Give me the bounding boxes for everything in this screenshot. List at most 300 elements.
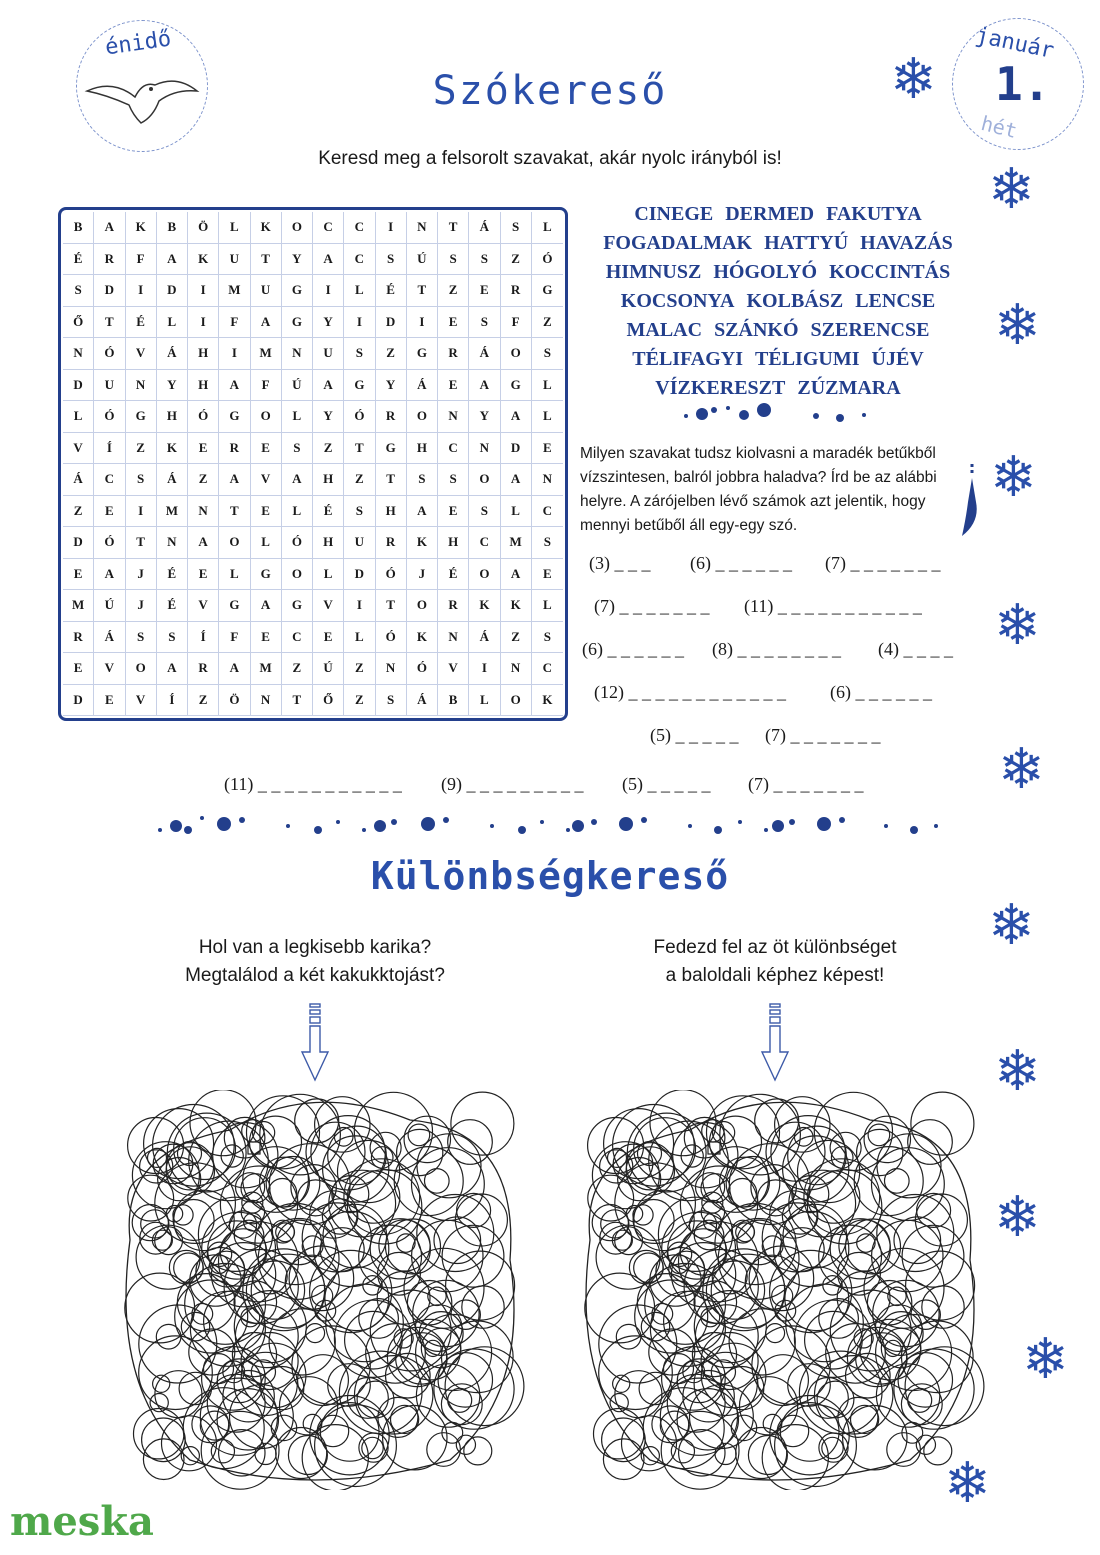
grid-cell[interactable]: Í [188, 622, 219, 654]
grid-cell[interactable]: Z [344, 685, 375, 717]
grid-cell[interactable]: V [63, 433, 94, 465]
grid-cell[interactable]: E [469, 275, 500, 307]
grid-cell[interactable]: R [376, 527, 407, 559]
grid-cell[interactable]: Z [188, 464, 219, 496]
grid-cell[interactable]: A [251, 307, 282, 339]
grid-cell[interactable]: K [251, 212, 282, 244]
grid-cell[interactable]: I [313, 275, 344, 307]
grid-cell[interactable]: N [501, 653, 532, 685]
grid-cell[interactable]: S [532, 622, 563, 654]
grid-cell[interactable]: L [344, 275, 375, 307]
grid-cell[interactable]: G [282, 590, 313, 622]
word-list-line [578, 258, 978, 287]
grid-cell[interactable]: L [313, 559, 344, 591]
blank-answer[interactable]: (8) _ _ _ _ _ _ _ _ [712, 639, 841, 659]
grid-cell[interactable]: L [219, 559, 250, 591]
grid-cell[interactable]: H [313, 464, 344, 496]
grid-cell[interactable]: E [251, 496, 282, 528]
grid-cell[interactable]: Z [313, 433, 344, 465]
grid-cell[interactable]: S [282, 433, 313, 465]
grid-cell[interactable]: Ó [532, 244, 563, 276]
grid-cell[interactable]: Á [94, 622, 125, 654]
grid-cell[interactable]: S [376, 244, 407, 276]
grid-cell[interactable]: A [219, 370, 250, 402]
grid-cell[interactable]: O [282, 212, 313, 244]
word-item: LENCSE [855, 290, 936, 312]
grid-cell[interactable]: Y [376, 370, 407, 402]
grid-cell[interactable]: Z [188, 685, 219, 717]
grid-cell[interactable]: I [126, 275, 157, 307]
grid-cell[interactable]: M [251, 653, 282, 685]
grid-cell[interactable]: Z [376, 338, 407, 370]
grid-cell[interactable]: A [501, 559, 532, 591]
grid-cell[interactable]: E [532, 559, 563, 591]
blank-answer[interactable]: (7) _ _ _ _ _ _ _ [748, 774, 864, 794]
circle-cluster-right[interactable] [570, 1090, 990, 1490]
grid-cell[interactable]: N [63, 338, 94, 370]
grid-cell[interactable]: G [376, 433, 407, 465]
grid-cell[interactable]: T [94, 307, 125, 339]
grid-cell[interactable]: N [282, 338, 313, 370]
grid-cell[interactable]: G [282, 275, 313, 307]
blank-answer[interactable]: (5) _ _ _ _ _ [650, 725, 739, 745]
grid-cell[interactable]: A [94, 212, 125, 244]
grid-cell[interactable]: Ú [313, 653, 344, 685]
grid-cell[interactable]: F [219, 307, 250, 339]
grid-cell[interactable]: N [157, 527, 188, 559]
grid-cell[interactable]: R [501, 275, 532, 307]
grid-cell[interactable]: I [188, 307, 219, 339]
word-item: KOLBÁSZ [746, 290, 844, 312]
grid-cell[interactable]: S [376, 685, 407, 717]
grid-cell[interactable]: I [407, 307, 438, 339]
grid-cell[interactable]: S [438, 244, 469, 276]
grid-cell[interactable]: T [344, 433, 375, 465]
grid-cell[interactable]: U [344, 527, 375, 559]
grid-cell[interactable]: Á [157, 338, 188, 370]
grid-cell[interactable]: H [376, 496, 407, 528]
grid-cell[interactable]: U [251, 275, 282, 307]
grid-cell[interactable]: A [94, 559, 125, 591]
grid-cell[interactable]: C [532, 653, 563, 685]
grid-cell[interactable]: A [282, 464, 313, 496]
circle-cluster-left[interactable] [110, 1090, 530, 1490]
grid-cell[interactable]: C [469, 527, 500, 559]
grid-cell[interactable]: I [219, 338, 250, 370]
cluster-circle [876, 1315, 952, 1391]
blank-answer[interactable]: (7) _ _ _ _ _ _ _ [765, 725, 881, 745]
grid-cell[interactable]: S [438, 464, 469, 496]
grid-cell[interactable]: U [94, 370, 125, 402]
grid-cell[interactable]: D [94, 275, 125, 307]
grid-cell[interactable]: K [188, 244, 219, 276]
grid-cell[interactable]: G [407, 338, 438, 370]
grid-cell[interactable]: C [438, 433, 469, 465]
grid-cell[interactable]: V [126, 338, 157, 370]
grid-cell[interactable]: É [376, 275, 407, 307]
cluster-circle [894, 1217, 941, 1264]
grid-cell[interactable]: I [344, 307, 375, 339]
grid-cell[interactable]: C [313, 212, 344, 244]
grid-cell[interactable]: É [63, 244, 94, 276]
grid-cell[interactable]: R [438, 338, 469, 370]
grid-cell[interactable]: S [532, 527, 563, 559]
cluster-circle [649, 1121, 729, 1201]
grid-cell[interactable]: Ó [344, 401, 375, 433]
grid-cell[interactable]: É [157, 559, 188, 591]
grid-cell[interactable]: Á [469, 622, 500, 654]
grid-cell[interactable]: O [407, 590, 438, 622]
word-list-line [578, 200, 978, 229]
down-arrow-icon [300, 1000, 330, 1084]
grid-cell[interactable]: E [438, 307, 469, 339]
grid-cell[interactable]: S [344, 338, 375, 370]
grid-cell[interactable]: A [313, 244, 344, 276]
grid-cell[interactable]: E [94, 496, 125, 528]
grid-cell[interactable]: L [532, 401, 563, 433]
grid-cell[interactable]: E [438, 496, 469, 528]
grid-cell[interactable]: C [344, 212, 375, 244]
grid-cell[interactable]: K [126, 212, 157, 244]
grid-cell[interactable]: L [532, 212, 563, 244]
grid-cell[interactable]: H [188, 370, 219, 402]
wordsearch-grid[interactable] [58, 207, 568, 721]
grid-cell[interactable]: Ő [313, 685, 344, 717]
grid-cell[interactable]: K [157, 433, 188, 465]
cluster-circle [362, 1437, 383, 1458]
grid-cell[interactable]: A [219, 464, 250, 496]
grid-cell[interactable]: L [219, 212, 250, 244]
grid-cell[interactable]: D [63, 527, 94, 559]
grid-cell[interactable]: E [251, 622, 282, 654]
page-title: Szókereső [432, 68, 668, 114]
grid-cell[interactable]: C [344, 244, 375, 276]
grid-cell[interactable]: A [157, 244, 188, 276]
word-item: DERMED [725, 203, 815, 225]
grid-cell[interactable]: V [126, 685, 157, 717]
cluster-circle [915, 1194, 967, 1246]
grid-cell[interactable]: H [188, 338, 219, 370]
grid-cell[interactable]: Ö [219, 685, 250, 717]
snowflake-icon: ❄ [890, 47, 937, 112]
grid-cell[interactable]: G [501, 370, 532, 402]
grid-cell[interactable]: A [157, 653, 188, 685]
grid-cell[interactable]: H [157, 401, 188, 433]
grid-cell[interactable]: E [63, 559, 94, 591]
grid-cell[interactable]: É [313, 496, 344, 528]
grid-cell[interactable]: L [501, 496, 532, 528]
grid-cell[interactable]: I [344, 590, 375, 622]
grid-cell[interactable]: I [188, 275, 219, 307]
grid-cell[interactable]: Ó [94, 338, 125, 370]
grid-cell[interactable]: F [126, 244, 157, 276]
blank-answer[interactable]: (7) _ _ _ _ _ _ _ [594, 596, 710, 616]
grid-cell[interactable]: T [219, 496, 250, 528]
grid-cell[interactable]: Ö [188, 212, 219, 244]
grid-cell[interactable]: E [188, 559, 219, 591]
blank-answer[interactable]: (11) _ _ _ _ _ _ _ _ _ _ _ [744, 596, 922, 616]
grid-cell[interactable]: J [407, 559, 438, 591]
grid-cell[interactable]: E [63, 653, 94, 685]
grid-cell[interactable]: O [126, 653, 157, 685]
grid-cell[interactable]: R [94, 244, 125, 276]
grid-cell[interactable]: V [94, 653, 125, 685]
grid-cell[interactable]: Y [282, 244, 313, 276]
grid-cell[interactable]: Z [438, 275, 469, 307]
grid-cell[interactable]: Z [344, 653, 375, 685]
blank-answer[interactable]: (6) _ _ _ _ _ _ [830, 682, 932, 702]
grid-cell[interactable]: E [188, 433, 219, 465]
grid-cell[interactable]: Z [501, 622, 532, 654]
grid-cell[interactable]: M [251, 338, 282, 370]
blank-answer[interactable]: (6) _ _ _ _ _ _ [582, 639, 684, 659]
grid-cell[interactable]: Z [532, 307, 563, 339]
grid-cell[interactable]: C [282, 622, 313, 654]
grid-cell[interactable]: O [501, 685, 532, 717]
badge-number: 1. [995, 57, 1051, 111]
grid-cell[interactable]: Ó [188, 401, 219, 433]
grid-cell[interactable]: G [219, 590, 250, 622]
grid-cell[interactable]: N [532, 464, 563, 496]
grid-cell[interactable]: L [282, 496, 313, 528]
grid-cell[interactable]: B [438, 685, 469, 717]
grid-cell[interactable]: Ő [63, 307, 94, 339]
grid-cell[interactable]: T [251, 244, 282, 276]
cluster-circle [416, 1315, 492, 1391]
grid-cell[interactable]: Y [313, 401, 344, 433]
grid-cell[interactable]: I [469, 653, 500, 685]
grid-cell[interactable]: G [251, 559, 282, 591]
grid-cell[interactable]: Z [63, 496, 94, 528]
grid-cell[interactable]: É [157, 590, 188, 622]
grid-cell[interactable]: Ó [407, 653, 438, 685]
grid-cell[interactable]: S [126, 464, 157, 496]
grid-cell[interactable]: R [219, 433, 250, 465]
grid-cell[interactable]: Á [63, 464, 94, 496]
blank-answer[interactable]: (7) _ _ _ _ _ _ _ [825, 553, 941, 573]
grid-cell[interactable]: N [251, 685, 282, 717]
grid-cell[interactable]: G [282, 307, 313, 339]
grid-cell[interactable]: D [157, 275, 188, 307]
grid-cell[interactable]: E [313, 622, 344, 654]
word-item: HÓGOLYÓ [713, 261, 818, 283]
grid-cell[interactable]: O [219, 527, 250, 559]
grid-cell[interactable]: B [63, 212, 94, 244]
grid-cell[interactable]: Y [157, 370, 188, 402]
grid-cell[interactable]: D [344, 559, 375, 591]
grid-cell[interactable]: S [469, 496, 500, 528]
grid-cell[interactable]: R [438, 590, 469, 622]
grid-cell[interactable]: I [126, 496, 157, 528]
grid-cell[interactable]: D [63, 685, 94, 717]
grid-cell[interactable]: T [438, 212, 469, 244]
grid-cell[interactable]: Ó [94, 401, 125, 433]
grid-cell[interactable]: T [407, 275, 438, 307]
grid-cell[interactable]: L [282, 401, 313, 433]
cluster-circle [603, 1439, 644, 1480]
grid-cell[interactable]: N [188, 496, 219, 528]
grid-cell[interactable]: O [469, 559, 500, 591]
grid-cell[interactable]: H [313, 527, 344, 559]
grid-cell[interactable]: O [251, 401, 282, 433]
grid-cell[interactable]: O [407, 401, 438, 433]
grid-cell[interactable]: M [157, 496, 188, 528]
grid-cell[interactable]: A [219, 653, 250, 685]
grid-cell[interactable]: V [313, 590, 344, 622]
grid-cell[interactable]: S [532, 338, 563, 370]
grid-cell[interactable]: L [157, 307, 188, 339]
grid-cell[interactable]: N [376, 653, 407, 685]
grid-cell[interactable]: Z [344, 464, 375, 496]
grid-cell[interactable]: G [126, 401, 157, 433]
grid-cell[interactable]: A [313, 370, 344, 402]
grid-cell[interactable]: N [438, 401, 469, 433]
grid-cell[interactable]: T [376, 590, 407, 622]
left-instruction [140, 934, 490, 990]
grid-cell[interactable]: Z [282, 653, 313, 685]
grid-cell[interactable]: E [251, 433, 282, 465]
grid-cell[interactable]: Í [94, 433, 125, 465]
grid-cell[interactable]: L [532, 370, 563, 402]
grid-cell[interactable]: A [469, 370, 500, 402]
grid-cell[interactable]: R [376, 401, 407, 433]
grid-cell[interactable]: V [188, 590, 219, 622]
grid-cell[interactable]: L [469, 685, 500, 717]
grid-cell[interactable]: K [407, 622, 438, 654]
grid-cell[interactable]: S [126, 622, 157, 654]
grid-cell[interactable]: U [313, 338, 344, 370]
grid-cell[interactable]: É [438, 559, 469, 591]
grid-cell[interactable]: E [532, 433, 563, 465]
grid-cell[interactable]: Á [469, 338, 500, 370]
grid-cell[interactable]: V [438, 653, 469, 685]
grid-cell[interactable]: O [501, 338, 532, 370]
grid-cell[interactable]: Ú [407, 244, 438, 276]
grid-cell[interactable]: S [501, 212, 532, 244]
grid-cell[interactable]: A [188, 527, 219, 559]
grid-cell[interactable]: Á [407, 370, 438, 402]
word-item: CINEGE [634, 203, 714, 225]
grid-cell[interactable]: F [251, 370, 282, 402]
grid-cell[interactable]: F [501, 307, 532, 339]
snowflake-icon: ❄ [990, 445, 1037, 510]
grid-cell[interactable]: Ó [376, 622, 407, 654]
grid-cell[interactable]: Ó [376, 559, 407, 591]
grid-cell[interactable]: B [157, 212, 188, 244]
grid-cell[interactable]: Á [157, 464, 188, 496]
grid-cell[interactable]: K [407, 527, 438, 559]
blank-answer[interactable]: (12) _ _ _ _ _ _ _ _ _ _ _ _ [594, 682, 786, 702]
grid-cell[interactable]: A [251, 590, 282, 622]
grid-cell[interactable]: K [532, 685, 563, 717]
grid-cell[interactable]: L [344, 622, 375, 654]
grid-cell[interactable]: Y [469, 401, 500, 433]
grid-cell[interactable]: A [407, 496, 438, 528]
grid-cell[interactable]: F [219, 622, 250, 654]
grid-cell[interactable]: T [282, 685, 313, 717]
grid-cell[interactable]: K [469, 590, 500, 622]
grid-cell[interactable]: M [219, 275, 250, 307]
grid-cell[interactable]: G [219, 401, 250, 433]
grid-cell[interactable]: H [407, 433, 438, 465]
logo-badge [76, 20, 208, 152]
grid-cell[interactable]: I [376, 212, 407, 244]
grid-cell[interactable]: M [501, 527, 532, 559]
grid-cell[interactable]: J [126, 590, 157, 622]
grid-cell[interactable]: G [344, 370, 375, 402]
grid-cell[interactable]: É [126, 307, 157, 339]
grid-cell[interactable]: R [63, 622, 94, 654]
leftover-question: Milyen szavakat tudsz kiolvasni a maradék betűkből vízszintesen, balról jobbra haladva? Írd be az alábbi helyre. A zárójelben lévő számok azt jelentik, hogy mennyi betűből áll egy-egy szó. [580, 445, 937, 534]
grid-cell[interactable]: E [438, 370, 469, 402]
grid-cell[interactable]: Ú [94, 590, 125, 622]
grid-cell[interactable]: N [469, 433, 500, 465]
grid-cell[interactable]: R [188, 653, 219, 685]
grid-cell[interactable]: S [157, 622, 188, 654]
grid-cell[interactable]: O [282, 559, 313, 591]
grid-cell[interactable]: K [501, 590, 532, 622]
grid-cell[interactable]: S [469, 307, 500, 339]
grid-cell[interactable]: V [251, 464, 282, 496]
blank-answer[interactable]: (9) _ _ _ _ _ _ _ _ _ [441, 774, 584, 794]
grid-cell[interactable]: E [94, 685, 125, 717]
grid-cell[interactable]: Ó [282, 527, 313, 559]
grid-cell[interactable]: O [469, 464, 500, 496]
grid-cell[interactable]: Ú [282, 370, 313, 402]
blank-answer[interactable]: (5) _ _ _ _ _ [622, 774, 711, 794]
grid-cell[interactable]: S [63, 275, 94, 307]
grid-cell[interactable]: Í [157, 685, 188, 717]
blank-answer[interactable]: (11) _ _ _ _ _ _ _ _ _ _ _ [224, 774, 402, 794]
grid-cell[interactable]: L [532, 590, 563, 622]
grid-cell[interactable]: S [407, 464, 438, 496]
word-item: VÍZKERESZT [655, 377, 786, 399]
grid-cell[interactable]: Ó [94, 527, 125, 559]
grid-cell[interactable]: S [344, 496, 375, 528]
grid-cell[interactable]: N [438, 622, 469, 654]
grid-cell[interactable]: A [501, 401, 532, 433]
left-instruction-line: Megtalálod a két kakukktojást? [185, 965, 445, 986]
grid-cell[interactable]: U [219, 244, 250, 276]
blank-answer[interactable]: (3) _ _ _ [589, 553, 651, 573]
grid-cell[interactable]: T [376, 464, 407, 496]
cluster-circle [162, 1416, 217, 1471]
grid-cell[interactable]: D [501, 433, 532, 465]
grid-cell[interactable]: Z [126, 433, 157, 465]
grid-cell[interactable]: Y [313, 307, 344, 339]
grid-cell[interactable]: C [94, 464, 125, 496]
grid-cell[interactable]: S [469, 244, 500, 276]
grid-cell[interactable]: Z [501, 244, 532, 276]
grid-cell[interactable]: Á [407, 685, 438, 717]
grid-cell[interactable]: D [376, 307, 407, 339]
grid-cell[interactable]: N [126, 370, 157, 402]
grid-cell[interactable]: T [126, 527, 157, 559]
blank-answer[interactable]: (4) _ _ _ _ [878, 639, 953, 659]
grid-cell[interactable]: H [438, 527, 469, 559]
grid-cell[interactable]: L [251, 527, 282, 559]
grid-cell[interactable]: C [532, 496, 563, 528]
grid-cell[interactable]: J [126, 559, 157, 591]
grid-cell[interactable]: N [407, 212, 438, 244]
grid-cell[interactable]: A [501, 464, 532, 496]
grid-cell[interactable]: G [532, 275, 563, 307]
blank-answer[interactable]: (6) _ _ _ _ _ _ [690, 553, 792, 573]
grid-cell[interactable]: D [63, 370, 94, 402]
grid-cell[interactable]: M [63, 590, 94, 622]
grid-cell[interactable]: Á [469, 212, 500, 244]
grid-cell[interactable]: L [63, 401, 94, 433]
